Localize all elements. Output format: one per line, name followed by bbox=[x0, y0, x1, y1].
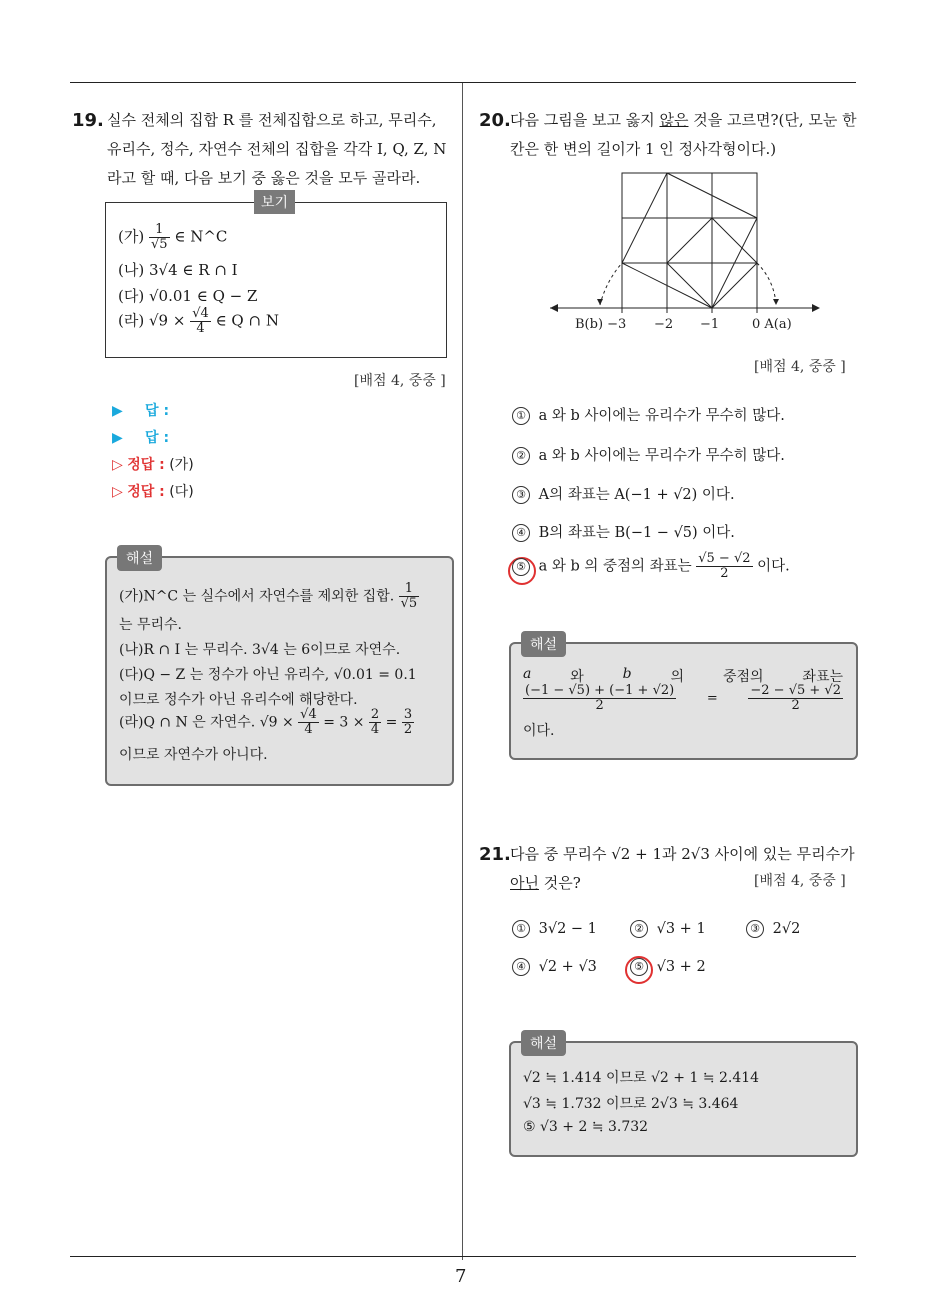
explanation-line: (다)Q − Z 는 정수가 아닌 유리수, √0.01 = 0.1 bbox=[119, 667, 417, 683]
choice-3[interactable]: ③ 2√2 bbox=[746, 920, 800, 938]
explanation-line: (가)N^C 는 실수에서 자연수를 제외한 집합. $\frac{1}{√5}$ bbox=[119, 581, 418, 611]
choice-5[interactable]: ⑤ √3 + 2 bbox=[630, 958, 706, 976]
bogi-box bbox=[105, 195, 447, 358]
fraction: $\frac{2}{4}$ bbox=[370, 707, 380, 737]
fraction: $\frac{1}{√5}$ bbox=[150, 222, 168, 252]
score-label: [배점 4, 중중 ] bbox=[354, 373, 446, 389]
choice-number: ① bbox=[512, 920, 530, 938]
fraction: $\frac{3}{2}$ bbox=[403, 707, 413, 737]
axis-label: 0 A(a) bbox=[752, 317, 792, 332]
choice-5[interactable]: ⑤ a 와 b 의 중점의 좌표는 $\frac{√5 - √2}{2}$ 이다. bbox=[512, 552, 790, 581]
correct-answer: (다) bbox=[169, 484, 194, 500]
question-number: 21. bbox=[479, 844, 511, 865]
question-line: 라고 할 때, 다음 보기 중 옳은 것을 모두 골라라. bbox=[107, 169, 421, 187]
explanation-line: a 와 b 의 중점의 좌표는 bbox=[523, 666, 843, 685]
choice-number: ④ bbox=[512, 524, 530, 542]
answer-row: ▷ 정답 : (가) bbox=[112, 457, 194, 473]
bogi-item: (라) √9 × $\frac{√4}{4}$ ∈ Q ∩ N bbox=[118, 306, 279, 336]
explanation-label: 해설 bbox=[521, 1030, 566, 1056]
explanation-line: √2 ≒ 1.414 이므로 √2 + 1 ≒ 2.414 bbox=[523, 1070, 760, 1086]
question-number: 19. bbox=[72, 110, 104, 131]
choice-number: ⑤ bbox=[512, 558, 530, 576]
explanation-line: ⑤ √3 + 2 ≒ 3.732 bbox=[523, 1119, 649, 1135]
choice-number: ② bbox=[630, 920, 648, 938]
choice-number: ③ bbox=[512, 486, 530, 504]
answer-row: ▶ 답 : bbox=[112, 403, 170, 419]
explanation-box bbox=[509, 1036, 858, 1157]
axis-label: B(b) −3 bbox=[575, 317, 627, 332]
question-line: 유리수, 정수, 자연수 전체의 집합을 각각 I, Q, Z, N bbox=[107, 140, 447, 158]
question-20-text bbox=[510, 106, 860, 164]
question-line: 다음 중 무리수 √2 + 1과 2√3 사이에 있는 무리수가 bbox=[510, 845, 855, 863]
triangle-icon: ▶ bbox=[112, 403, 123, 419]
explanation-line: √3 ≒ 1.732 이므로 2√3 ≒ 3.464 bbox=[523, 1096, 739, 1112]
explanation-line: (나)R ∩ I 는 무리수. 3√4 는 6이므로 자연수. bbox=[119, 642, 401, 658]
choice-number: ③ bbox=[746, 920, 764, 938]
triangle-icon: ▶ bbox=[112, 430, 123, 446]
explanation-line: 이므로 정수가 아닌 유리수에 해당한다. bbox=[119, 692, 358, 708]
choice-2[interactable]: ② a 와 b 사이에는 무리수가 무수히 많다. bbox=[512, 444, 785, 465]
bogi-item: (나) 3√4 ∈ R ∩ I bbox=[118, 261, 238, 279]
bottom-rule bbox=[70, 1256, 856, 1257]
question-number: 20. bbox=[479, 110, 511, 131]
bogi-item: (다) √0.01 ∈ Q − Z bbox=[118, 287, 258, 305]
explanation-box bbox=[105, 551, 454, 786]
explanation-label: 해설 bbox=[521, 631, 566, 657]
choice-4[interactable]: ④ B의 좌표는 B(−1 − √5) 이다. bbox=[512, 521, 735, 542]
page-number: 7 bbox=[455, 1266, 467, 1287]
axis-label: −2 bbox=[654, 317, 674, 332]
triangle-outline-icon: ▷ bbox=[112, 457, 123, 473]
explanation-label: 해설 bbox=[117, 545, 162, 571]
question-line: 아닌 것은? bbox=[510, 874, 581, 892]
choice-number: ⑤ bbox=[630, 958, 648, 976]
choice-2[interactable]: ② √3 + 1 bbox=[630, 920, 706, 938]
choice-number: ② bbox=[512, 447, 530, 465]
choice-1[interactable]: ① a 와 b 사이에는 유리수가 무수히 많다. bbox=[512, 404, 785, 425]
explanation-line: $\frac{(-1 - √5) + (-1 + √2)}{2}$ = $\frac{-2 - √5 + √2}{2}$ bbox=[525, 683, 841, 713]
choice-1[interactable]: ① 3√2 − 1 bbox=[512, 920, 597, 938]
bogi-label: 보기 bbox=[254, 190, 295, 214]
answer-row: ▷ 정답 : (다) bbox=[112, 484, 194, 500]
choice-4[interactable]: ④ √2 + √3 bbox=[512, 958, 597, 976]
number-line-grid-figure bbox=[540, 165, 830, 335]
explanation-box bbox=[509, 637, 858, 760]
explanation-line: (라)Q ∩ N 은 자연수. √9 × $\frac{√4}{4}$ = 3 × $\frac{2}{4}$ = $\frac{3}{2}$ bbox=[119, 707, 413, 737]
explanation-line: 이므로 자연수가 아니다. bbox=[119, 747, 268, 763]
question-line: 칸은 한 변의 길이가 1 인 정사각형이다.) bbox=[510, 140, 777, 158]
score-label: [배점 4, 중중 ] bbox=[754, 359, 846, 375]
axis-label: −1 bbox=[700, 317, 720, 332]
explanation-line: 이다. bbox=[523, 723, 555, 739]
answer-row: ▶ 답 : bbox=[112, 430, 170, 446]
choice-number: ① bbox=[512, 407, 530, 425]
score-label: [배점 4, 중중 ] bbox=[754, 873, 846, 889]
choice-3[interactable]: ③ A의 좌표는 A(−1 + √2) 이다. bbox=[512, 483, 735, 504]
top-rule bbox=[70, 82, 856, 83]
fraction: $\frac{√5 - √2}{2}$ bbox=[698, 551, 751, 581]
fraction: $\frac{(-1 - √5) + (-1 + √2)}{2}$ bbox=[525, 683, 675, 713]
fraction: $\frac{-2 - √5 + √2}{2}$ bbox=[750, 683, 841, 713]
question-line: 실수 전체의 집합 R 를 전체집합으로 하고, 무리수, bbox=[107, 111, 437, 129]
fraction: $\frac{1}{√5}$ bbox=[400, 581, 418, 611]
choice-number: ④ bbox=[512, 958, 530, 976]
bogi-item: (가) $\frac{1}{√5}$ ∈ N^C bbox=[118, 222, 228, 252]
column-divider bbox=[462, 83, 463, 1260]
question-19-text bbox=[107, 106, 446, 193]
fraction: $\frac{√4}{4}$ bbox=[192, 306, 209, 336]
explanation-line: 는 무리수. bbox=[119, 617, 182, 633]
correct-answer: (가) bbox=[169, 457, 194, 473]
fraction: $\frac{√4}{4}$ bbox=[300, 707, 317, 737]
triangle-outline-icon: ▷ bbox=[112, 484, 123, 500]
question-line: 다음 그림을 보고 옳지 않은 것을 고르면?(단, 모눈 한 bbox=[510, 111, 857, 129]
